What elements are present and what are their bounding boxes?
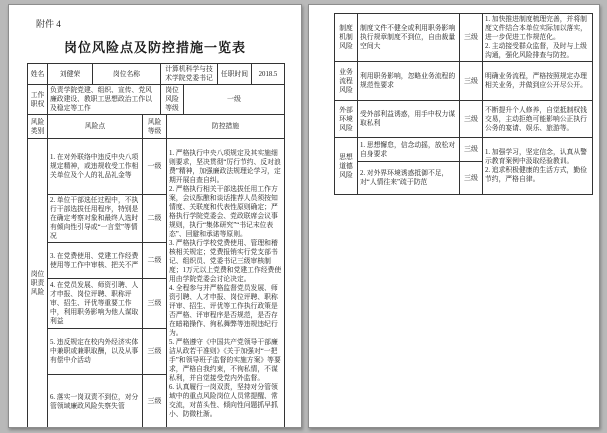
name-value: 刘健荣	[48, 64, 93, 85]
risk-category-cell: 制度机制风险	[335, 14, 358, 62]
risk-point-cell: 2. 对外界环境诱惑抵御不足，对“人情往来”疏于防范	[358, 162, 460, 195]
page-title: 岗位风险点及防控措施一览表	[63, 40, 246, 55]
measure-item: 明确业务流程，严格按照规定办理相关业务，并做到应公开尽公开。	[485, 73, 587, 89]
measure-item: 2. 严格执行相关干部选拔任用工作方案，会议酝酿和谈话推荐人员须按知情度、关联度和代表性原则确定；严格执行学院党委会、党政联席会议事规则，执行“集体研究”“书记末位表态”、回避和承诺等原则。	[169, 185, 278, 238]
risk-level-cell: 一级	[143, 139, 167, 195]
measures-cell	[483, 101, 593, 138]
tenure-label: 任职时间	[218, 64, 252, 85]
tenure-value: 2018.5	[252, 64, 285, 85]
duty-label: 工作职权	[28, 85, 48, 115]
position-value: 计算机科学与技术学院党委书记	[161, 64, 218, 85]
post-risk-label: 岗位风险等级	[161, 85, 184, 115]
duty-value: 负责学院党建、组织、宣传、党风廉政建设、教职工思想政治工作以及稳定等工作	[48, 85, 161, 115]
risk-table	[27, 114, 285, 428]
measure-item: 6. 认真履行一岗双责，坚持对分管领域中的重点风险岗位人员常提醒、常交流，对苗头性、倾向性问题抓早抓小、防微杜渐。	[169, 383, 278, 418]
position-label: 岗位名称	[93, 64, 161, 85]
header-risk-point: 风险点	[48, 115, 143, 139]
risk-point-cell: 4. 在党员发展、师资引聘、人才申报、岗位评聘、职称评审、招生、评优等重要工作中，利用职务影响为他人谋取利益	[48, 279, 143, 329]
risk-point-cell: 制度文件不健全或利用职务影响执行规章制度不到位，自由裁量空间大	[358, 14, 460, 62]
risk-level-cell: 三级	[460, 62, 483, 101]
risk-point-cell: 1. 思想懈怠，信念动摇，放松对自身要求	[358, 138, 460, 162]
risk-point-cell: 1. 在对外联络中违反中央八项规定精神，或违规收受工作相关单位及个人的礼品礼金等	[48, 139, 143, 195]
risk-category-cell: 思想道德风险	[335, 138, 358, 195]
measure-item: 5. 严格遵守《中国共产党领导干部廉洁从政若干准则》《关于加强对“一把手”和领导班子监督的实施方案》等要求，严格自我约束，不徇私情，不谋私利，并自觉接受党内外监督。	[169, 338, 281, 382]
risk-level-cell: 三级	[143, 279, 167, 329]
header-risk-category: 风险类别	[28, 115, 48, 139]
post-risk-value: 一级	[184, 85, 285, 115]
risk-level-cell: 二级	[143, 195, 167, 243]
measure-item: 4. 全程参与并严格监督党员发展、师资引聘、人才申报、岗位评聘、职称评审、招生、评优等工作执行政策是否严格、评审程序是否规范，是否存在暗箱操作、徇私舞弊等违规违纪行为。	[169, 284, 278, 337]
document-page-2	[308, 4, 600, 428]
risk-level-cell: 三级	[143, 329, 167, 375]
risk-point-cell: 3. 在党费使用、党建工作经费使用等工作中审核、把关不严	[48, 243, 143, 279]
risk-point-cell: 5. 违反规定在校内外经济实体中兼职或兼职取酬，以及从事有偿中介活动	[48, 329, 143, 375]
risk-point-cell: 利用职务影响，忽略业务流程的规范性要求	[358, 62, 460, 101]
risk-level-cell: 三级	[460, 14, 483, 62]
measure-item: 2. 主动接受群众监督，及时与上级沟通，强化风险排查与防控。	[485, 43, 587, 59]
measures-cell	[483, 138, 593, 195]
header-risk-level: 风险等级	[143, 115, 167, 139]
measures-cell	[483, 14, 593, 62]
risk-level-cell: 三级	[460, 138, 483, 162]
risk-level-cell: 三级	[460, 162, 483, 195]
risk-level-cell: 二级	[143, 243, 167, 279]
risk-table-continued	[334, 13, 593, 195]
measure-item: 不断提升个人修养，自觉抵制权钱交易，主动拒绝可能影响公正执行公务的宴请、娱乐、旅游等。	[485, 106, 587, 132]
measure-item: 1. 严格执行中央八项规定及其实施细则要求，坚决贯彻“厉行节约、反对浪费”精神，加强廉政法规理论学习，定期开展自查自纠。	[169, 149, 281, 184]
risk-point-cell: 6. 落实一岗双责不到位，对分管领域廉政风险失察失管	[48, 375, 143, 429]
risk-level-cell: 三级	[143, 375, 167, 429]
measures-cell	[167, 139, 285, 429]
attachment-label: 附件 4	[36, 19, 61, 29]
measure-item: 1. 加快推进制度梳理完善，并将制度文件结合本单位实际加以落实，进一步促进工作规范化。	[485, 16, 587, 41]
risk-category-cell: 外部环境风险	[335, 101, 358, 138]
measure-item: 1. 加强学习，坚定信念，认真从警示教育案例中汲取经验教训。	[485, 149, 587, 165]
name-label: 姓名	[28, 64, 48, 85]
risk-level-cell: 三级	[460, 101, 483, 138]
measure-item: 3. 严格执行学校党费使用、管理和稽核相关规定；党费报销实行党支部书记、组织员、党委书记三级审核制度；1万元以上党费和党建工作经费使用由学院党委会讨论决定。	[169, 239, 282, 283]
document-page-1	[8, 4, 302, 428]
info-table-row1	[27, 63, 285, 85]
measure-item: 2. 追求积极健康的生活方式，勤俭节约，严格自律。	[485, 167, 587, 183]
risk-point-cell: 2. 单位干部选任过程中，不执行干部选拔任用程序，特别是在确定考察对象和最终人选时有倾向性引导或“一言堂”等情况	[48, 195, 143, 243]
risk-category-cell: 岗位职责风险	[28, 139, 48, 429]
risk-point-cell: 受外部利益诱惑，用手中权力谋取私利	[358, 101, 460, 138]
info-table-row2	[27, 84, 285, 115]
risk-category-cell: 业务流程风险	[335, 62, 358, 101]
header-measure: 防控措施	[167, 115, 285, 139]
measures-cell	[483, 62, 593, 101]
